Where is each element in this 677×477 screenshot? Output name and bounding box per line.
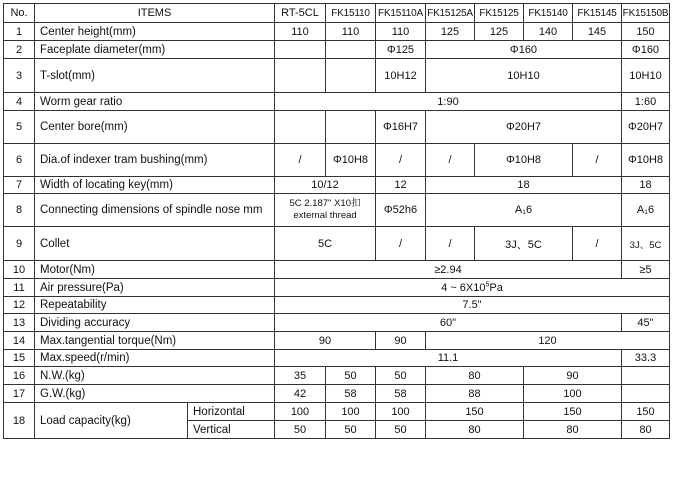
table-row [4,385,670,403]
cell: / [376,227,426,261]
cell: 120 [426,332,670,350]
table-row [4,350,670,367]
cell: 11.1 [275,350,622,367]
row-no: 5 [4,111,35,144]
cell: Φ16H7 [376,111,426,144]
cell: 150 [524,403,622,421]
cell: A₁6 [622,194,670,227]
cell [326,111,376,144]
row-no: 16 [4,367,35,385]
table-row [4,367,670,385]
header-items: ITEMS [35,4,275,23]
cell: 10H12 [376,59,426,93]
cell [275,194,376,227]
header-model: FK15145 [573,4,622,23]
header-row [4,4,670,23]
cell: 150 [622,403,670,421]
cell: 45" [622,314,670,332]
cell: 50 [275,421,326,439]
header-model: FK15110 [326,4,376,23]
cell: 90 [376,332,426,350]
row-label: Motor(Nm) [35,261,275,279]
row-label: Collet [35,227,275,261]
row-no: 18 [4,403,35,439]
row-no: 8 [4,194,35,227]
row-sublabel: Horizontal [188,403,275,421]
row-label: Worm gear ratio [35,93,275,111]
row-label: T-slot(mm) [35,59,275,93]
row-no: 15 [4,350,35,367]
row-label: Width of locating key(mm) [35,177,275,194]
row-label: Max.tangential torque(Nm) [35,332,275,350]
header-model: FK15150B [622,4,670,23]
cell: 10/12 [275,177,376,194]
cell [326,59,376,93]
table-row [4,93,670,111]
row-no: 2 [4,41,35,59]
cell: / [275,144,326,177]
row-sublabel: Vertical [188,421,275,439]
cell-exponent: 5 [485,280,490,288]
row-no: 11 [4,279,35,297]
table-row [4,23,670,41]
table-row [4,227,670,261]
table-row [4,144,670,177]
cell: Φ160 [622,41,670,59]
row-label: Faceplate diameter(mm) [35,41,275,59]
spec-table [3,3,670,439]
cell [275,111,326,144]
cell: / [573,227,622,261]
cell-line: external thread [293,210,357,221]
table-row [4,314,670,332]
table-row [4,59,670,93]
cell: / [426,227,475,261]
cell: 58 [376,385,426,403]
cell [275,59,326,93]
cell [275,279,670,297]
cell: Φ52h6 [376,194,426,227]
cell: 50 [376,421,426,439]
cell: A₁6 [426,194,622,227]
cell: 80 [622,421,670,439]
cell: Φ10H8 [326,144,376,177]
cell: 33.3 [622,350,670,367]
row-no: 6 [4,144,35,177]
cell [622,385,670,403]
cell: Φ125 [376,41,426,59]
cell: / [573,144,622,177]
row-no: 1 [4,23,35,41]
row-label: G.W.(kg) [35,385,275,403]
cell: 35 [275,367,326,385]
cell: 10H10 [426,59,622,93]
table-row [4,261,670,279]
cell: 110 [275,23,326,41]
cell: 42 [275,385,326,403]
header-no: No. [4,4,35,23]
cell: 125 [475,23,524,41]
cell: 50 [326,367,376,385]
cell: 80 [524,421,622,439]
cell: 125 [426,23,475,41]
cell: 3J、5C [622,227,670,261]
cell: 140 [524,23,573,41]
row-no: 10 [4,261,35,279]
cell-line: 5C 2.187" X10扣 [289,198,361,209]
cell: 80 [426,421,524,439]
row-no: 3 [4,59,35,93]
row-no: 4 [4,93,35,111]
cell: 88 [426,385,524,403]
cell: 18 [426,177,622,194]
row-no: 13 [4,314,35,332]
cell: 110 [326,23,376,41]
cell: 58 [326,385,376,403]
cell: 50 [376,367,426,385]
cell: ≥5 [622,261,670,279]
cell: 12 [376,177,426,194]
cell: Φ20H7 [426,111,622,144]
row-label: Dia.of indexer tram bushing(mm) [35,144,275,177]
row-label: Dividing accuracy [35,314,275,332]
row-no: 14 [4,332,35,350]
table-row [4,403,670,421]
cell [326,41,376,59]
cell: 100 [275,403,326,421]
cell: 7.5" [275,297,670,314]
table-row [4,194,670,227]
cell [622,367,670,385]
table-row [4,111,670,144]
row-label: Air pressure(Pa) [35,279,275,297]
row-label: Connecting dimensions of spindle nose mm [35,194,275,227]
table-row [4,332,670,350]
row-label: Center height(mm) [35,23,275,41]
cell: Φ160 [426,41,622,59]
cell: 18 [622,177,670,194]
cell: Φ20H7 [622,111,670,144]
cell: 1:60 [622,93,670,111]
header-model: FK15125 [475,4,524,23]
cell: 3J、5C [475,227,573,261]
row-label: Max.speed(r/min) [35,350,275,367]
header-model: FK15110A [376,4,426,23]
cell: 1:90 [275,93,622,111]
header-model: FK15140 [524,4,573,23]
cell: 60" [275,314,622,332]
header-model: RT-5CL [275,4,326,23]
header-model: FK15125A [426,4,475,23]
cell: 100 [376,403,426,421]
cell-unit: Pa [489,281,503,294]
cell: 90 [524,367,622,385]
row-no: 7 [4,177,35,194]
cell: Φ10H8 [475,144,573,177]
cell-value: 4 ~ 6X10 [441,281,486,294]
cell: 50 [326,421,376,439]
cell: 100 [524,385,622,403]
cell: 100 [326,403,376,421]
cell: 10H10 [622,59,670,93]
row-label: N.W.(kg) [35,367,275,385]
cell: 90 [275,332,376,350]
table-row [4,41,670,59]
table-row [4,279,670,297]
table-row [4,177,670,194]
row-label: Center bore(mm) [35,111,275,144]
cell: 145 [573,23,622,41]
cell [275,41,326,59]
cell: 110 [376,23,426,41]
row-no: 17 [4,385,35,403]
cell: 150 [426,403,524,421]
cell: Φ10H8 [622,144,670,177]
cell: 150 [622,23,670,41]
cell: ≥2.94 [275,261,622,279]
row-label: Load capacity(kg) [35,403,188,439]
table-row [4,297,670,314]
row-no: 9 [4,227,35,261]
cell: / [376,144,426,177]
cell: 80 [426,367,524,385]
row-no: 12 [4,297,35,314]
cell: 5C [275,227,376,261]
cell: / [426,144,475,177]
row-label: Repeatability [35,297,275,314]
